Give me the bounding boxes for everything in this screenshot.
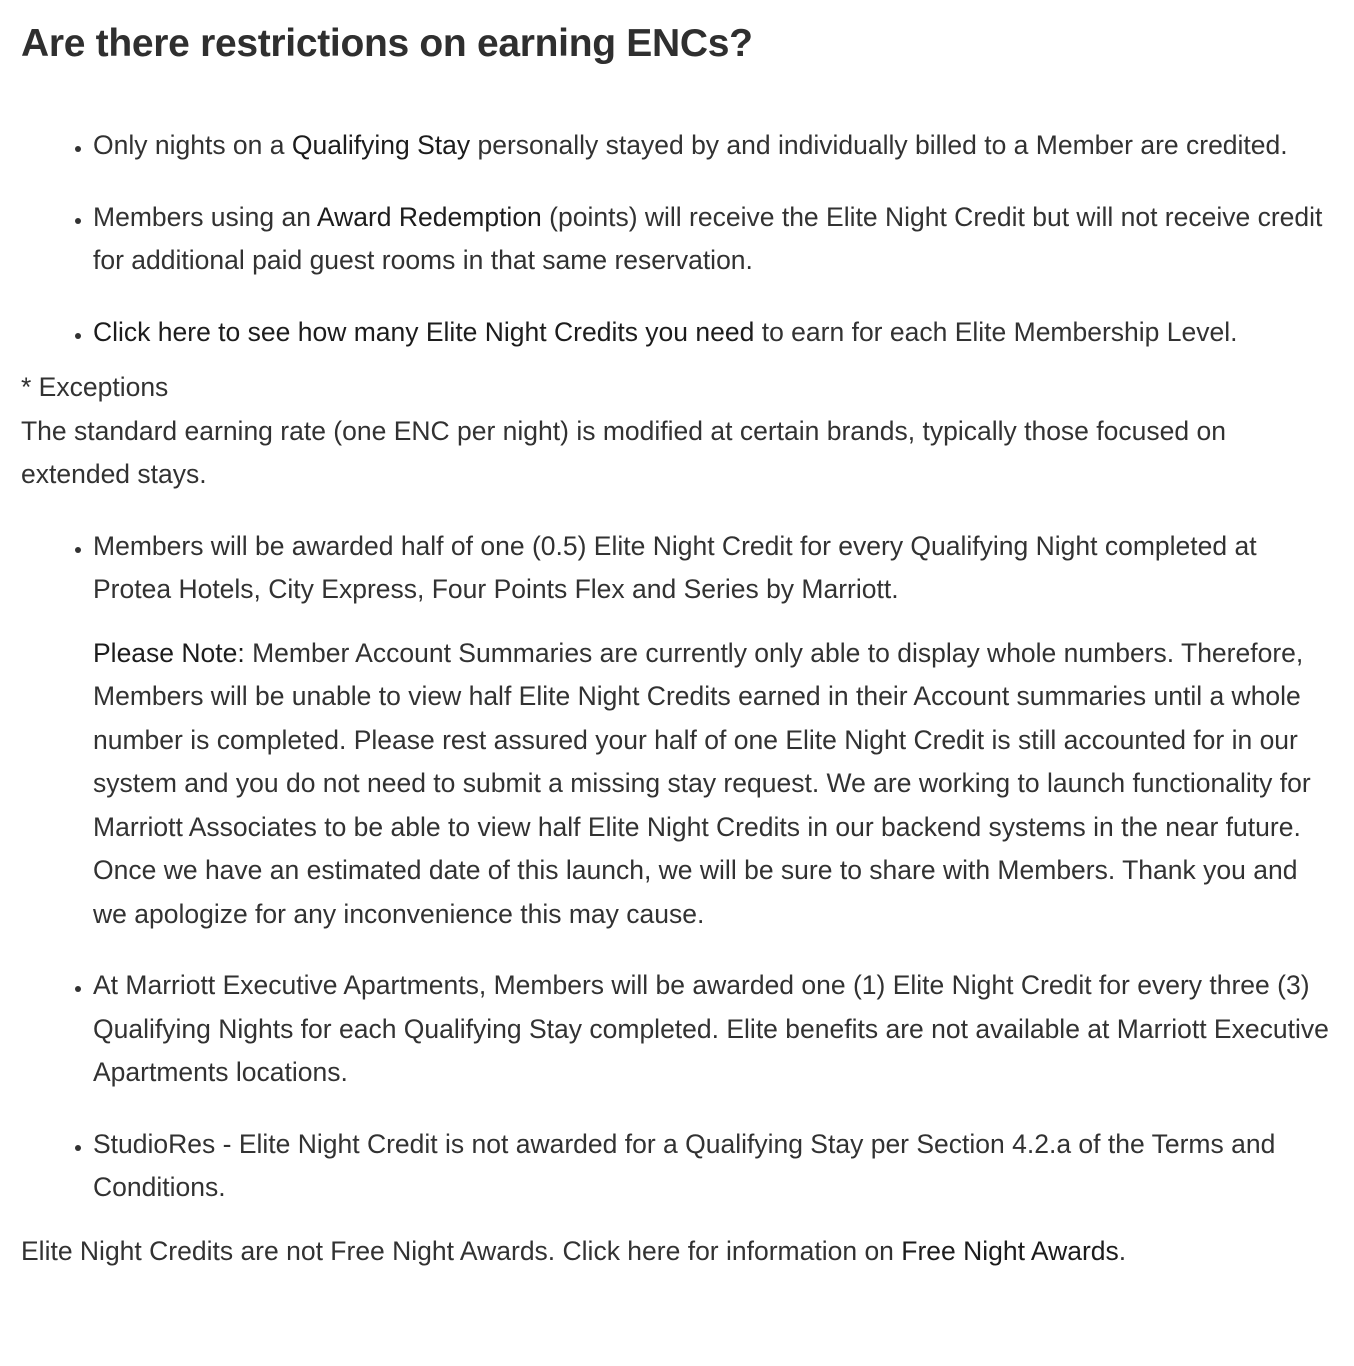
restrictions-list	[21, 124, 1333, 354]
list-item-text: Members will be awarded half of one (0.5) Elite Night Credit for every Qualifying Night completed at Protea Hotels, City Express, Four Points Flex and Series by Marriott.	[93, 530, 1257, 604]
exceptions-heading: * Exceptions	[21, 372, 169, 402]
list-item-text: (points) will receive the Elite Night Credit but will not receive credit for additional paid guest rooms in that same reservation.	[93, 201, 1323, 275]
list-item-text: Members using an	[93, 201, 317, 232]
footer-text-pre: Elite Night Credits are not Free Night Awards. Click here for information on	[21, 1235, 902, 1266]
please-note	[93, 632, 1333, 937]
page-title: Are there restrictions on earning ENCs?	[21, 22, 753, 65]
list-item-text: At Marriott Executive Apartments, Members will be awarded one (1) Elite Night Credit for every three (3) Qualifying Nights for each Qualifying Stay completed. Elite benefits are not available at Marriott Executive Apartments locations.	[93, 970, 1329, 1087]
list-item	[93, 525, 1333, 937]
list-item	[93, 124, 1333, 168]
elite-night-credits-needed-link[interactable]: Click here to see how many Elite Night Credits you need	[93, 316, 755, 347]
list-item	[93, 1123, 1333, 1210]
list-item	[93, 196, 1333, 283]
please-note-label: Please Note:	[93, 637, 245, 668]
list-item-text: Only nights on a	[93, 130, 292, 160]
award-redemption-link[interactable]: Award Redemption	[316, 201, 542, 232]
qualifying-stay-link[interactable]: Qualifying Stay	[291, 130, 471, 160]
footer-text-post: .	[1118, 1235, 1127, 1266]
exceptions-list	[21, 525, 1333, 1210]
footer-text	[21, 1230, 1333, 1274]
list-item	[93, 964, 1333, 1095]
free-night-awards-link[interactable]: Free Night Awards	[901, 1235, 1119, 1266]
list-item-text: personally stayed by and individually billed to a Member are credited.	[470, 130, 1288, 160]
list-item-text: to earn for each Elite Membership Level.	[754, 316, 1238, 347]
exceptions-intro: The standard earning rate (one ENC per night) is modified at certain brands, typically those focused on extended stays.	[21, 415, 1226, 489]
list-item-text: StudioRes - Elite Night Credit is not awarded for a Qualifying Stay per Section 4.2.a of the Terms and Conditions.	[93, 1128, 1276, 1202]
please-note-text: Member Account Summaries are currently only able to display whole numbers. Therefore, Members will be unable to view half Elite Night Credits earned in their Account summaries until a whole number is completed. Please rest assured your half of one Elite Night Credit is still accounted for in our system and you do not need to submit a missing stay request. We are working to launch functionality for Marriott Associates to be able to view half Elite Night Credits in our backend systems in the near future. Once we have an estimated date of this launch, we will be sure to share with Members. Thank you and we apologize for any inconvenience this may cause.	[93, 637, 1311, 929]
list-item	[93, 311, 1333, 355]
